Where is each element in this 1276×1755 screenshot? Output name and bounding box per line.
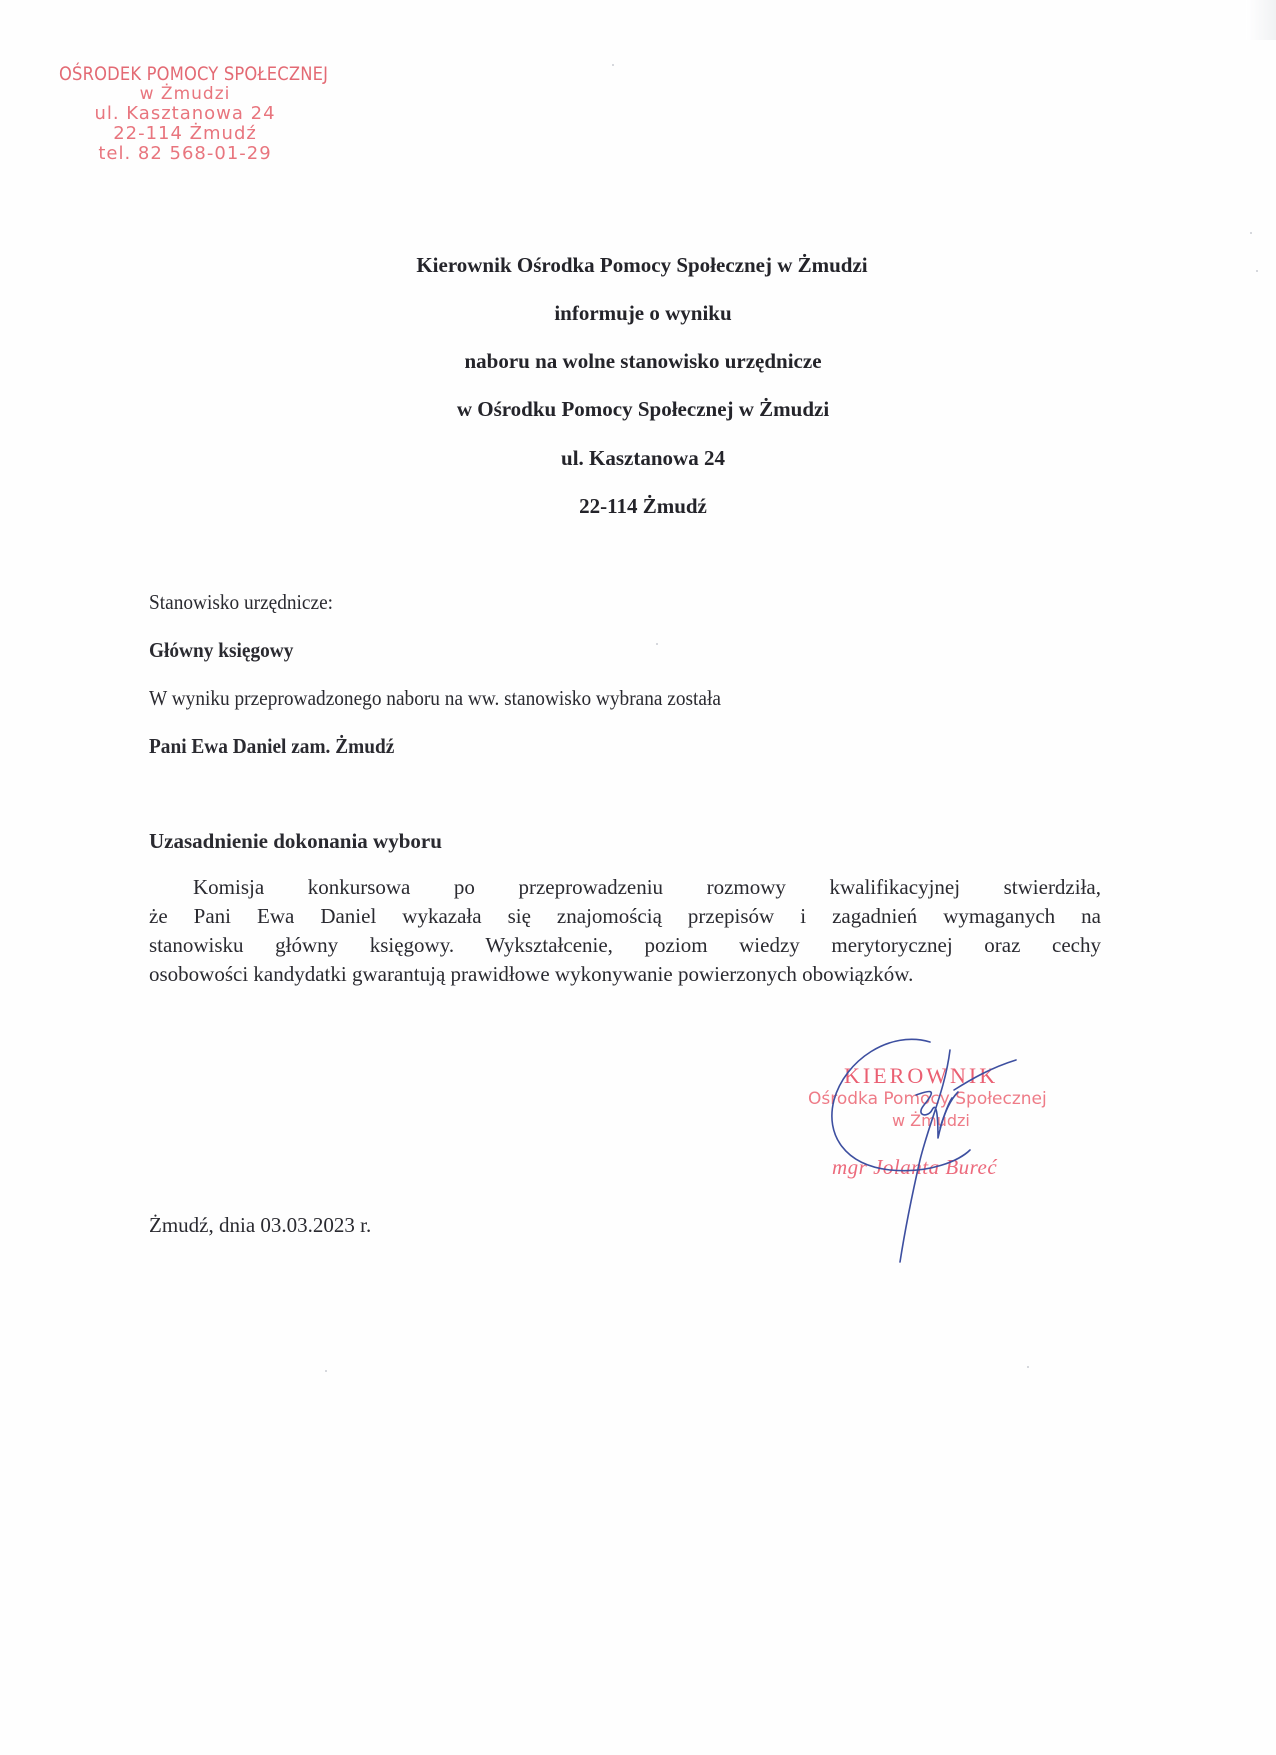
justification-line: osobowości kandydatki gwarantują prawidłowe wykonywanie powierzonych obowiązków. [149, 962, 914, 986]
justification-line: stanowisku główny księgowy. Wykształcenie, poziom wiedzy merytorycznej oraz cechy [149, 933, 1101, 957]
header-postal: 22-114 Żmudź [579, 494, 707, 518]
organization-stamp [55, 64, 355, 164]
justification-line: Komisja konkursowa po przeprowadzeniu rozmowy kwalifikacyjnej stwierdziła, [193, 875, 1101, 899]
stamp-signatory-name: mgr Jolanta Bureć [832, 1155, 998, 1179]
justification-line: że Pani Ewa Daniel wykazała się znajomością przepisów i zagadnień wymaganych na [149, 904, 1101, 928]
header-line-4 [0, 397, 1276, 422]
stamp-city: w Żmudzi [892, 1111, 970, 1130]
header-street: ul. Kasztanowa 24 [561, 446, 725, 470]
header-title: Kierownik Ośrodka Pomocy Społecznej w Żmudzi [416, 253, 868, 277]
selected-person [149, 734, 416, 759]
header-line-5 [0, 446, 1276, 471]
header-recruitment: naboru na wolne stanowisko urzędnicze [464, 349, 822, 373]
header-line-6 [0, 494, 1276, 519]
stamp-organization: Ośrodka Pomocy Społecznej [808, 1089, 1047, 1109]
result-sentence [149, 686, 771, 711]
selected-person-text: Pani Ewa Daniel zam. Żmudź [149, 734, 395, 758]
scan-speck [1250, 232, 1252, 234]
scan-speck [325, 1370, 327, 1372]
scan-speck [1256, 270, 1258, 272]
scan-speck [612, 64, 614, 66]
header-line-2 [0, 301, 1276, 326]
header-line-1 [0, 253, 1276, 278]
scan-edge-shadow [1246, 0, 1276, 40]
position-name [149, 638, 306, 663]
stamp-org-city: w Żmudzi [139, 84, 231, 104]
place-and-date: Żmudź, dnia 03.03.2023 r. [149, 1213, 372, 1237]
position-name-text: Główny księgowy [149, 638, 294, 662]
justification-paragraph [149, 873, 1101, 989]
stamp-org-phone: tel. 82 568-01-29 [98, 143, 272, 164]
position-label-text: Stanowisko urzędnicze: [149, 590, 334, 614]
stamp-org-name: OŚRODEK POMOCY SPOŁECZNEJ [59, 63, 329, 85]
position-label [149, 590, 349, 615]
header-subtitle: informuje o wyniku [554, 301, 732, 325]
scan-speck [1027, 1366, 1029, 1368]
stamp-title: KIEROWNIK [844, 1063, 999, 1088]
stamp-org-street: ul. Kasztanowa 24 [94, 103, 276, 124]
handwritten-signature [820, 1020, 1050, 1270]
justification-heading: Uzasadnienie dokonania wyboru [149, 829, 442, 853]
header-organization: w Ośrodku Pomocy Społecznej w Żmudzi [456, 397, 830, 421]
result-sentence-text: W wyniku przeprowadzonego naboru na ww. stanowisko wybrana została [149, 686, 721, 710]
scan-speck [656, 643, 658, 645]
header-line-3 [0, 349, 1276, 374]
stamp-org-postal: 22-114 Żmudź [113, 123, 257, 144]
